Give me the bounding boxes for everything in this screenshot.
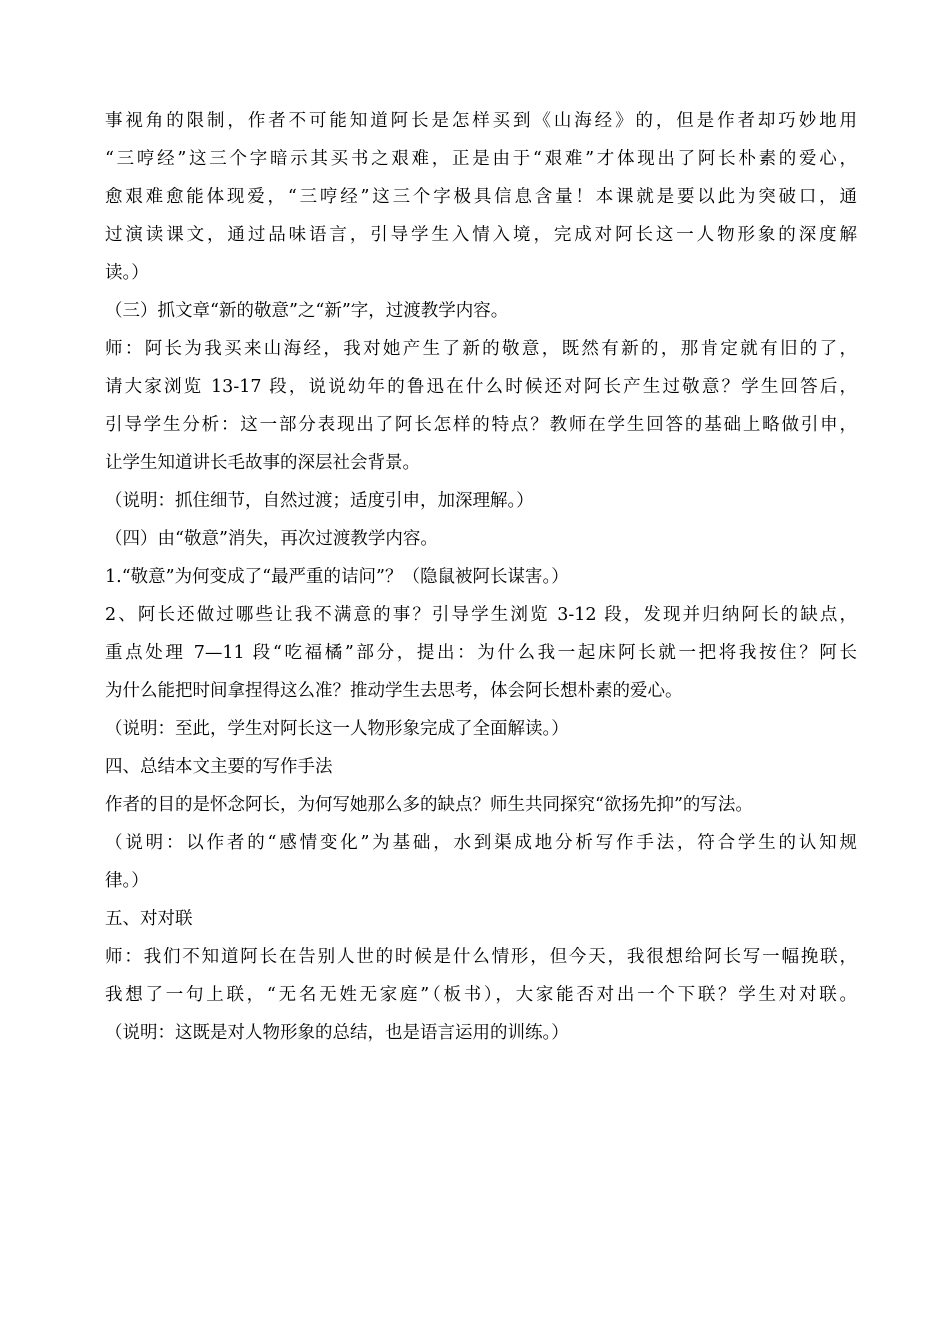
text-line: 为什么能把时间拿捏得这么准？推动学生去思考，体会阿长想朴素的爱心。: [105, 681, 683, 701]
text-line: 师：我们不知道阿长在告别人世的时候是什么情形，但今天，我很想给阿长写一幅挽联，: [105, 947, 857, 967]
text-line: 1.“敬意”为何变成了“最严重的诘问”？（隐鼠被阿长谋害。）: [105, 567, 569, 587]
text-line: 事视角的限制，作者不可能知道阿长是怎样买到《山海经》的，但是作者却巧妙地用: [105, 111, 857, 131]
text-line: 请大家浏览 13-17 段，说说幼年的鲁迅在什么时候还对阿长产生过敬意？学生回答后，: [105, 377, 857, 397]
text-line: 读。）: [105, 263, 149, 283]
text-line: 过演读课文，通过品味语言，引导学生入情入境，完成对阿长这一人物形象的深度解: [105, 225, 857, 245]
text-line: “三哼经”这三个字暗示其买书之艰难，正是由于“艰难”才体现出了阿长朴素的爱心，: [105, 149, 857, 169]
text-line: 作者的目的是怀念阿长，为何写她那么多的缺点？师生共同探究“欲扬先抑”的写法。: [105, 795, 753, 815]
section-heading: （四）由“敬意”消失，再次过渡教学内容。: [105, 529, 438, 549]
text-line: 2、阿长还做过哪些让我不满意的事？引导学生浏览 3-12 段，发现并归纳阿长的缺点，: [105, 605, 857, 625]
text-line: 师：阿长为我买来山海经，我对她产生了新的敬意，既然有新的，那肯定就有旧的了，: [105, 339, 857, 359]
note-line: （说明：这既是对人物形象的总结，也是语言运用的训练。）: [105, 1023, 569, 1043]
text-line: 引导学生分析：这一部分表现出了阿长怎样的特点？教师在学生回答的基础上略做引申，: [105, 415, 857, 435]
text-line: 愈艰难愈能体现爱，“三哼经”这三个字极具信息含量！本课就是要以此为突破口，通: [105, 187, 857, 207]
section-heading: （三）抓文章“新的敬意”之“新”字，过渡教学内容。: [105, 301, 509, 321]
text-line: 重点处理 7—11 段“吃福橘”部分，提出：为什么我一起床阿长就一把将我按住？阿长: [105, 643, 857, 663]
note-line: （说明：以作者的“感情变化”为基础，水到渠成地分析写作手法，符合学生的认知规: [105, 833, 857, 853]
section-heading: 五、对对联: [105, 909, 193, 929]
note-line: （说明：抓住细节，自然过渡；适度引申，加深理解。）: [105, 491, 534, 511]
note-line: 律。）: [105, 871, 149, 891]
text-line: 让学生知道讲长毛故事的深层社会背景。: [105, 453, 420, 473]
note-line: （说明：至此，学生对阿长这一人物形象完成了全面解读。）: [105, 719, 569, 739]
text-line: 我想了一句上联，“无名无姓无家庭”（板书），大家能否对出一个下联？学生对对联。: [105, 985, 857, 1005]
section-heading: 四、总结本文主要的写作手法: [105, 757, 333, 777]
document-body: [105, 102, 857, 1052]
